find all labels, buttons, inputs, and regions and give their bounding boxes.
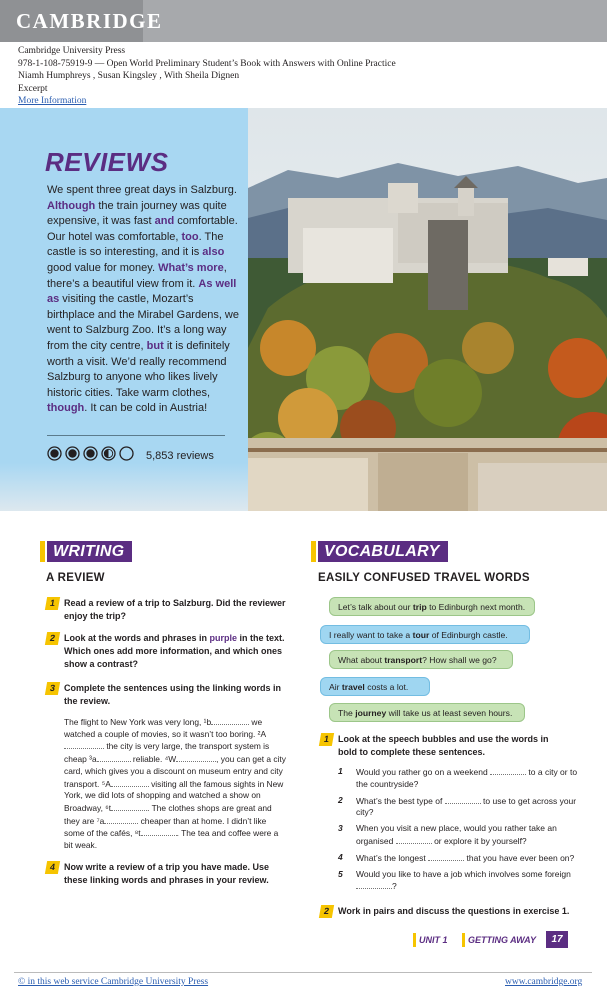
answer-blank[interactable] <box>141 827 177 836</box>
review-text-segment: visiting the castle, Mozart’s birthplace and the Mirabel Gardens, we went to Salzburg Zoo. It’s a long way from the city centre, <box>47 293 239 352</box>
answer-blank[interactable] <box>428 852 464 861</box>
writing-subtitle: A REVIEW <box>46 572 105 584</box>
question-number: 1 <box>338 766 343 776</box>
gap-number: ⁶t <box>105 802 112 813</box>
linking-word: What’s more <box>158 261 224 274</box>
more-information-link[interactable]: More Information <box>18 96 87 106</box>
gap-number: ²A <box>257 728 267 739</box>
unit-label: UNIT 1 <box>413 932 448 948</box>
speech-bubble: What about transport? How shall we go? <box>329 650 513 669</box>
paragraph-text: cheaper than at home. I didn’t like some of the cafés, <box>64 815 267 839</box>
page-number: 17 <box>546 931 568 948</box>
linking-word: but <box>146 339 164 352</box>
vocab-exercise-1: 1 Look at the speech bubbles and use the words in bold to complete these sentences. <box>320 733 565 759</box>
linking-word: Although <box>47 199 96 212</box>
exercise-number: 1 <box>45 597 60 610</box>
logo-box <box>0 0 163 42</box>
gap-number: ⁷a <box>96 815 105 826</box>
gap-number: ³a <box>89 754 97 765</box>
paragraph-text: reliable. <box>130 754 165 765</box>
bold-word: travel <box>341 682 365 692</box>
copyright-link[interactable]: © in this web service Cambridge University Press <box>18 977 209 987</box>
reviews-title: REVIEWS <box>45 147 169 177</box>
review-text-segment: , there’s a beautiful view from it. <box>47 261 227 290</box>
paragraph-text: The flight to New York was very long, <box>64 717 204 727</box>
vocab-question: 1 Would you rather go on a weekend to a city or to the countryside? <box>338 766 578 789</box>
paragraph-text: . The clothes shops are great and they are <box>64 802 272 826</box>
writing-exercise-1: 1 Read a review of a trip to Salzburg. Did the reviewer enjoy the trip? <box>46 597 289 623</box>
answer-blank[interactable] <box>64 740 104 749</box>
linking-word: and <box>154 215 175 228</box>
top-banner <box>0 0 607 42</box>
vocab-question: 5 Would you like to have a job which involves some foreign ? <box>338 868 571 892</box>
question-number: 3 <box>338 823 343 834</box>
vocabulary-subtitle: EASILY CONFUSED TRAVEL WORDS <box>318 572 530 584</box>
unit-title: GETTING AWAY <box>462 932 536 948</box>
paragraph-text: the city is very large, the transport system is cheap <box>64 741 270 765</box>
writing-heading <box>40 541 132 562</box>
rating-row <box>47 446 214 466</box>
cambridge-website-link[interactable]: www.cambridge.org <box>505 977 583 987</box>
linking-word: As well as <box>47 277 237 306</box>
answer-blank[interactable] <box>111 802 147 811</box>
linking-word: though <box>47 402 85 415</box>
exercise-number: 3 <box>45 682 60 695</box>
vocab-question: 2 What’s the best type of to use to get across your city? <box>338 794 577 818</box>
exercise-number: 2 <box>45 632 60 645</box>
vocab-question-list <box>338 766 583 897</box>
writing-label: WRITING <box>47 541 132 562</box>
exercise-number: 2 <box>319 905 334 918</box>
rating-dot-icon <box>47 446 62 461</box>
review-text-segment: . It can be cold in Austria! <box>84 402 208 415</box>
answer-blank[interactable] <box>97 753 131 762</box>
rating-dots <box>47 446 137 466</box>
salzburg-castle-photo <box>248 108 607 511</box>
review-text-segment: good value for money. <box>47 261 159 274</box>
gap-fill-paragraph <box>64 716 289 852</box>
authors: Niamh Humphreys , Susan Kingsley , With Sheila Dignen <box>18 71 240 81</box>
review-text-segment: the train journey was quite expensive, it was fast <box>47 199 227 228</box>
rating-dot-icon <box>83 446 98 461</box>
book-metadata <box>18 45 396 108</box>
rating-dot-icon <box>101 446 116 461</box>
question-number: 4 <box>338 851 343 862</box>
excerpt-label: Excerpt <box>18 83 48 94</box>
book-title: 978-1-108-75919-9 — Open World Preliminary Student’s Book with Answers with Online Practice <box>18 58 396 69</box>
answer-blank[interactable] <box>445 795 481 804</box>
vocabulary-heading <box>311 541 448 562</box>
review-text-segment: We spent three great days in Salzburg. <box>47 184 237 196</box>
paragraph-text: . The tea and coffee were a bit weak. <box>64 828 279 851</box>
answer-blank[interactable] <box>396 835 432 844</box>
answer-blank[interactable] <box>104 815 138 824</box>
review-text-segment: comfortable. Our hotel was comfortable, <box>47 215 238 243</box>
rating-dot-icon <box>119 446 134 461</box>
bold-word: transport <box>384 655 423 665</box>
footer-divider <box>14 972 592 973</box>
vocabulary-label: VOCABULARY <box>318 541 448 562</box>
divider <box>47 435 225 436</box>
writing-exercise-4: 4 Now write a review of a trip you have made. Use these linking words and phrases in your review. <box>46 861 289 887</box>
speech-bubble: Let’s talk about our trip to Edinburgh next month. <box>329 597 535 616</box>
question-number: 2 <box>338 794 343 805</box>
answer-blank[interactable] <box>356 880 392 889</box>
linking-word: too <box>181 230 199 243</box>
answer-blank[interactable] <box>490 766 526 775</box>
answer-blank[interactable] <box>111 778 149 787</box>
reviews-panel <box>0 108 248 511</box>
cambridge-logo: CAMBRIDGE <box>16 9 163 33</box>
publisher: Cambridge University Press <box>18 46 126 56</box>
question-number: 5 <box>338 868 343 879</box>
exercise-number: 4 <box>45 861 60 874</box>
review-text-segment: . The castle is so interesting, and it is <box>47 230 224 259</box>
answer-blank[interactable] <box>176 753 216 762</box>
exercise-number: 1 <box>319 733 334 746</box>
paragraph-text: we watched a couple of movies, so it wasn’t too boring. <box>64 717 263 739</box>
vocab-question: 3 When you visit a new place, would you rather take an organised or explore it by yourself? <box>338 823 557 846</box>
speech-bubble: The journey will take us at least seven hours. <box>329 703 525 722</box>
vocab-exercise-2: 2 Work in pairs and discuss the questions in exercise 1. <box>320 905 580 918</box>
review-text <box>47 183 239 417</box>
review-count: 5,853 reviews <box>146 450 214 462</box>
review-text-segment: it is definitely worth a visit. We’d really recommend Salzburg to anyone who likes lively historic cities. Take warm clothes, <box>47 339 230 399</box>
speech-bubble: Air travel costs a lot. <box>320 677 430 696</box>
bold-word: trip <box>412 602 427 612</box>
gap-number: ⁸t <box>134 828 141 839</box>
bold-word: journey <box>355 708 387 718</box>
linking-word: also <box>202 246 225 259</box>
answer-blank[interactable] <box>211 716 249 725</box>
gap-number: ¹b <box>203 717 212 727</box>
rating-dot-icon <box>65 446 80 461</box>
writing-exercise-2: 2 Look at the words and phrases in purple in the text. Which ones add more information, and which ones show a contrast? <box>46 632 289 671</box>
writing-exercise-3: 3 Complete the sentences using the linking words in the review. <box>46 682 289 708</box>
gap-number: ⁵A <box>101 778 111 789</box>
gap-number: ⁴W <box>164 754 177 765</box>
speech-bubble: I really want to take a tour of Edinburgh castle. <box>320 625 530 644</box>
bold-word: tour <box>412 630 430 640</box>
paragraph-text: , you can get a city card, which gives you a discount on museum entry and city transport. <box>64 754 286 789</box>
paragraph-text: visiting all the famous sights in New York, we did lots of shopping and watched a show on Broadway, <box>64 778 284 813</box>
vocab-question: 4 What’s the longest that you have ever been on? <box>338 851 575 863</box>
hero-section <box>0 108 607 511</box>
